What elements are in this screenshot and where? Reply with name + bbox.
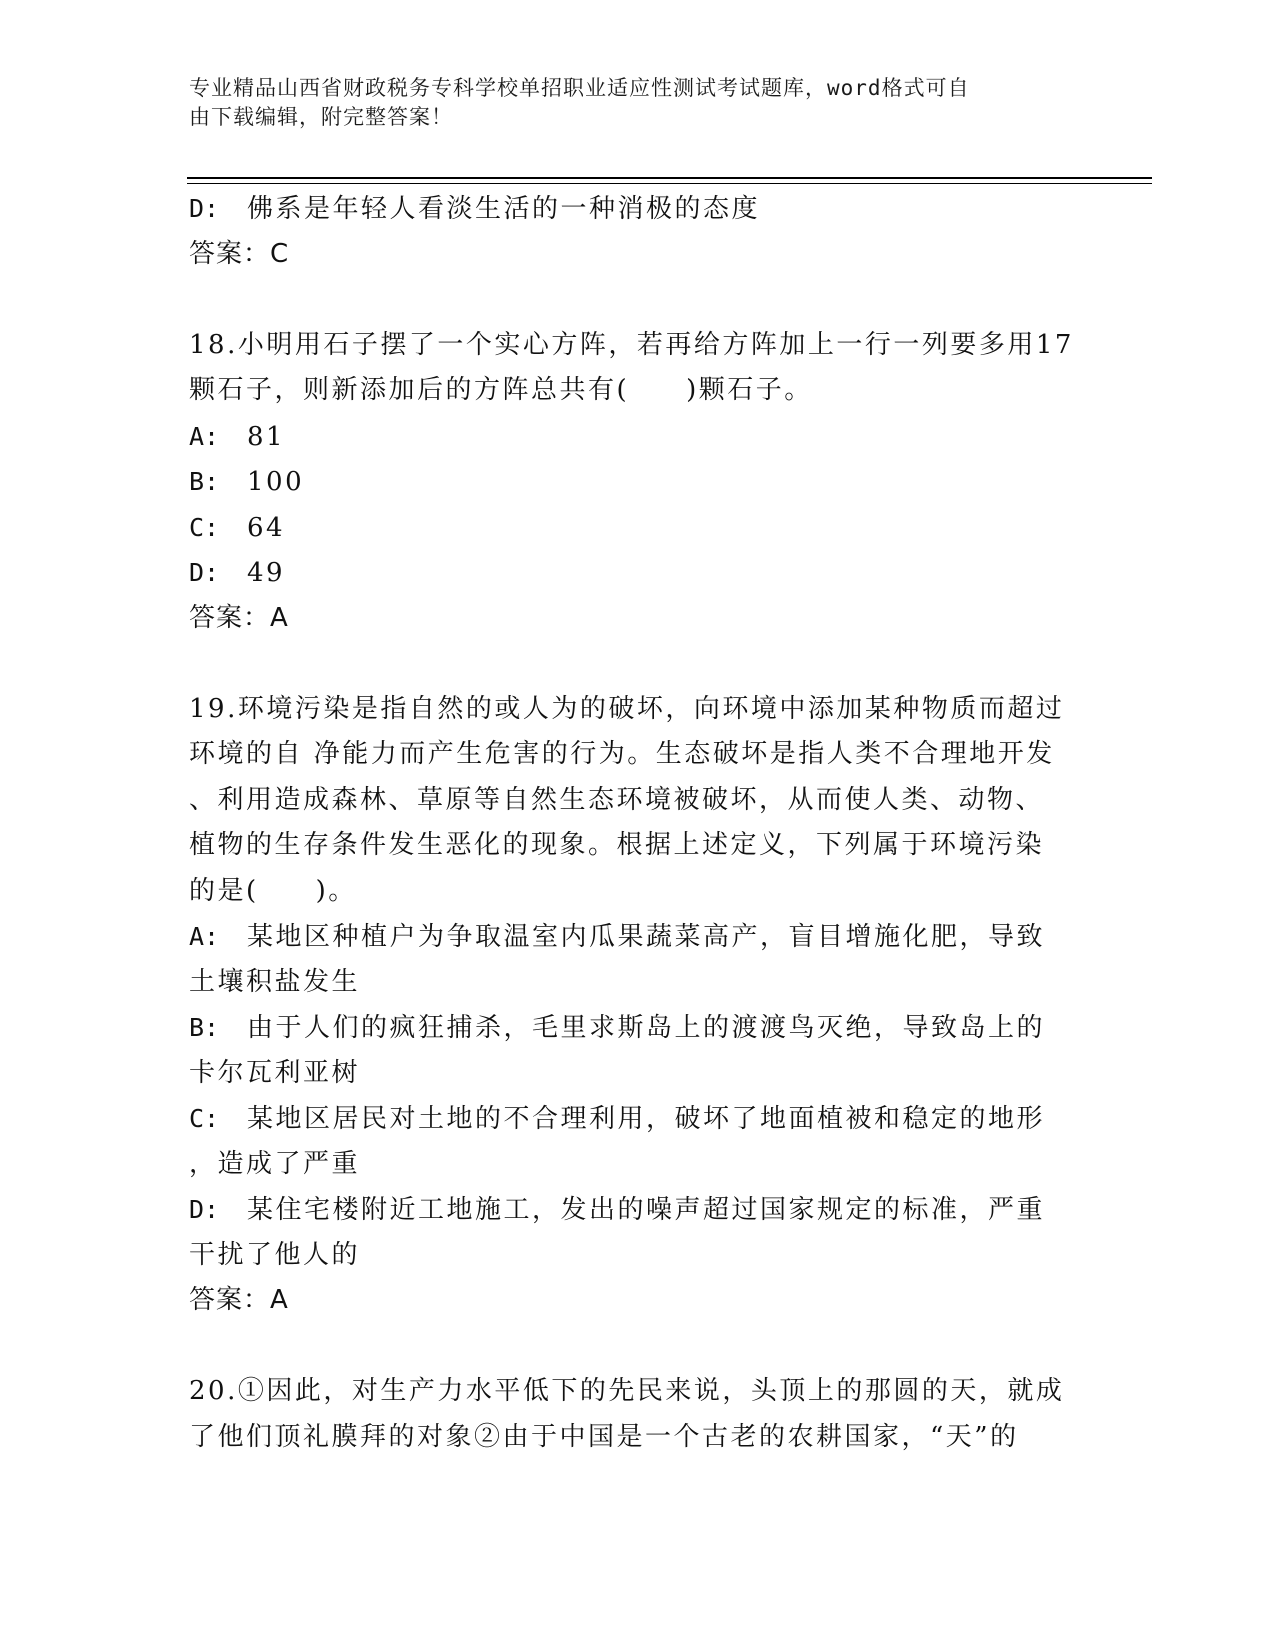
q19-stem-line-4: 植物的生存条件发生恶化的现象。根据上述定义，下列属于环境污染	[189, 830, 1045, 860]
spacer	[189, 277, 1089, 323]
q19-answer: 答案：A	[189, 1285, 289, 1315]
option-label: A:	[189, 421, 220, 451]
option-text: 49	[247, 558, 286, 588]
q18-answer: 答案：A	[189, 602, 289, 633]
q19-option-a-line-1	[189, 914, 1089, 960]
q19-stem-line-2: 环境的自 净能力而产生危害的行为。生态破坏是指人类不合理地开发	[189, 739, 1055, 769]
option-text: 由于人们的疯狂捕杀，毛里求斯岛上的渡渡鸟灭绝，导致岛上的	[247, 1013, 1046, 1043]
document-body	[189, 186, 1089, 1460]
q18-option-a	[189, 414, 1089, 460]
q19-option-b-line-2: 卡尔瓦利亚树	[189, 1057, 361, 1088]
q18-option-c	[189, 505, 1089, 551]
q19-option-d-line-2: 干扰了他人的	[189, 1239, 361, 1270]
page-header	[189, 74, 1089, 132]
q19-stem-line-5: 的是( )。	[189, 875, 357, 906]
option-label: A:	[189, 922, 220, 951]
spacer	[189, 1324, 1089, 1370]
q19-stem-line-3: 、利用造成森林、草原等自然生态环境被破坏，从而使人类、动物、	[189, 784, 1045, 815]
option-label: C:	[189, 1104, 220, 1133]
q19-option-a-line-2: 土壤积盐发生	[189, 966, 361, 997]
spacer	[189, 641, 1089, 687]
q20-stem-line-1: 20.①因此，对生产力水平低下的先民来说，头顶上的那圆的天，就成	[189, 1376, 1065, 1406]
option-text: 某地区种植户为争取温室内瓜果蔬菜高产，盲目增施化肥，导致	[247, 922, 1046, 952]
q19-option-c-line-2: ，造成了严重	[189, 1148, 361, 1179]
q19-option-b-line-1	[189, 1005, 1089, 1051]
q20-stem-line-2: 了他们顶礼膜拜的对象②由于中国是一个古老的农耕国家，“天”的	[189, 1421, 1019, 1452]
prev-question-option-d	[189, 186, 1089, 232]
option-label: B:	[189, 1013, 220, 1042]
q18-stem-line-2: 颗石子，则新添加后的方阵总共有( )颗石子。	[189, 375, 813, 405]
header-line-2: 由下载编辑，附完整答案！	[189, 105, 453, 129]
header-divider-thick	[187, 177, 1152, 179]
q19-option-d-line-1	[189, 1187, 1089, 1233]
q18-option-d	[189, 550, 1089, 596]
header-divider-thin	[187, 183, 1152, 184]
option-text: 佛系是年轻人看淡生活的一种消极的态度	[247, 194, 761, 224]
option-text: 100	[247, 467, 305, 497]
option-label: D:	[189, 194, 220, 223]
option-text: 某地区居民对土地的不合理利用，破坏了地面植被和稳定的地形	[247, 1104, 1046, 1134]
q18-stem-line-1: 18.小明用石子摆了一个实心方阵，若再给方阵加上一行一列要多用17	[189, 329, 1074, 360]
option-text: 81	[247, 421, 286, 452]
header-line-1: 专业精品山西省财政税务专科学校单招职业适应性测试考试题库，word格式可自	[189, 76, 970, 100]
option-text: 某住宅楼附近工地施工，发出的噪声超过国家规定的标准，严重	[247, 1195, 1046, 1225]
q19-stem-line-1: 19.环境污染是指自然的或人为的破坏，向环境中添加某种物质而超过	[189, 693, 1065, 724]
option-label: D:	[189, 1195, 220, 1224]
q19-option-c-line-1	[189, 1096, 1089, 1142]
q18-option-b	[189, 459, 1089, 505]
option-label: B:	[189, 467, 220, 496]
option-label: D:	[189, 558, 220, 587]
option-text: 64	[247, 512, 286, 543]
prev-question-answer: 答案：C	[189, 238, 290, 269]
option-label: C:	[189, 512, 220, 542]
